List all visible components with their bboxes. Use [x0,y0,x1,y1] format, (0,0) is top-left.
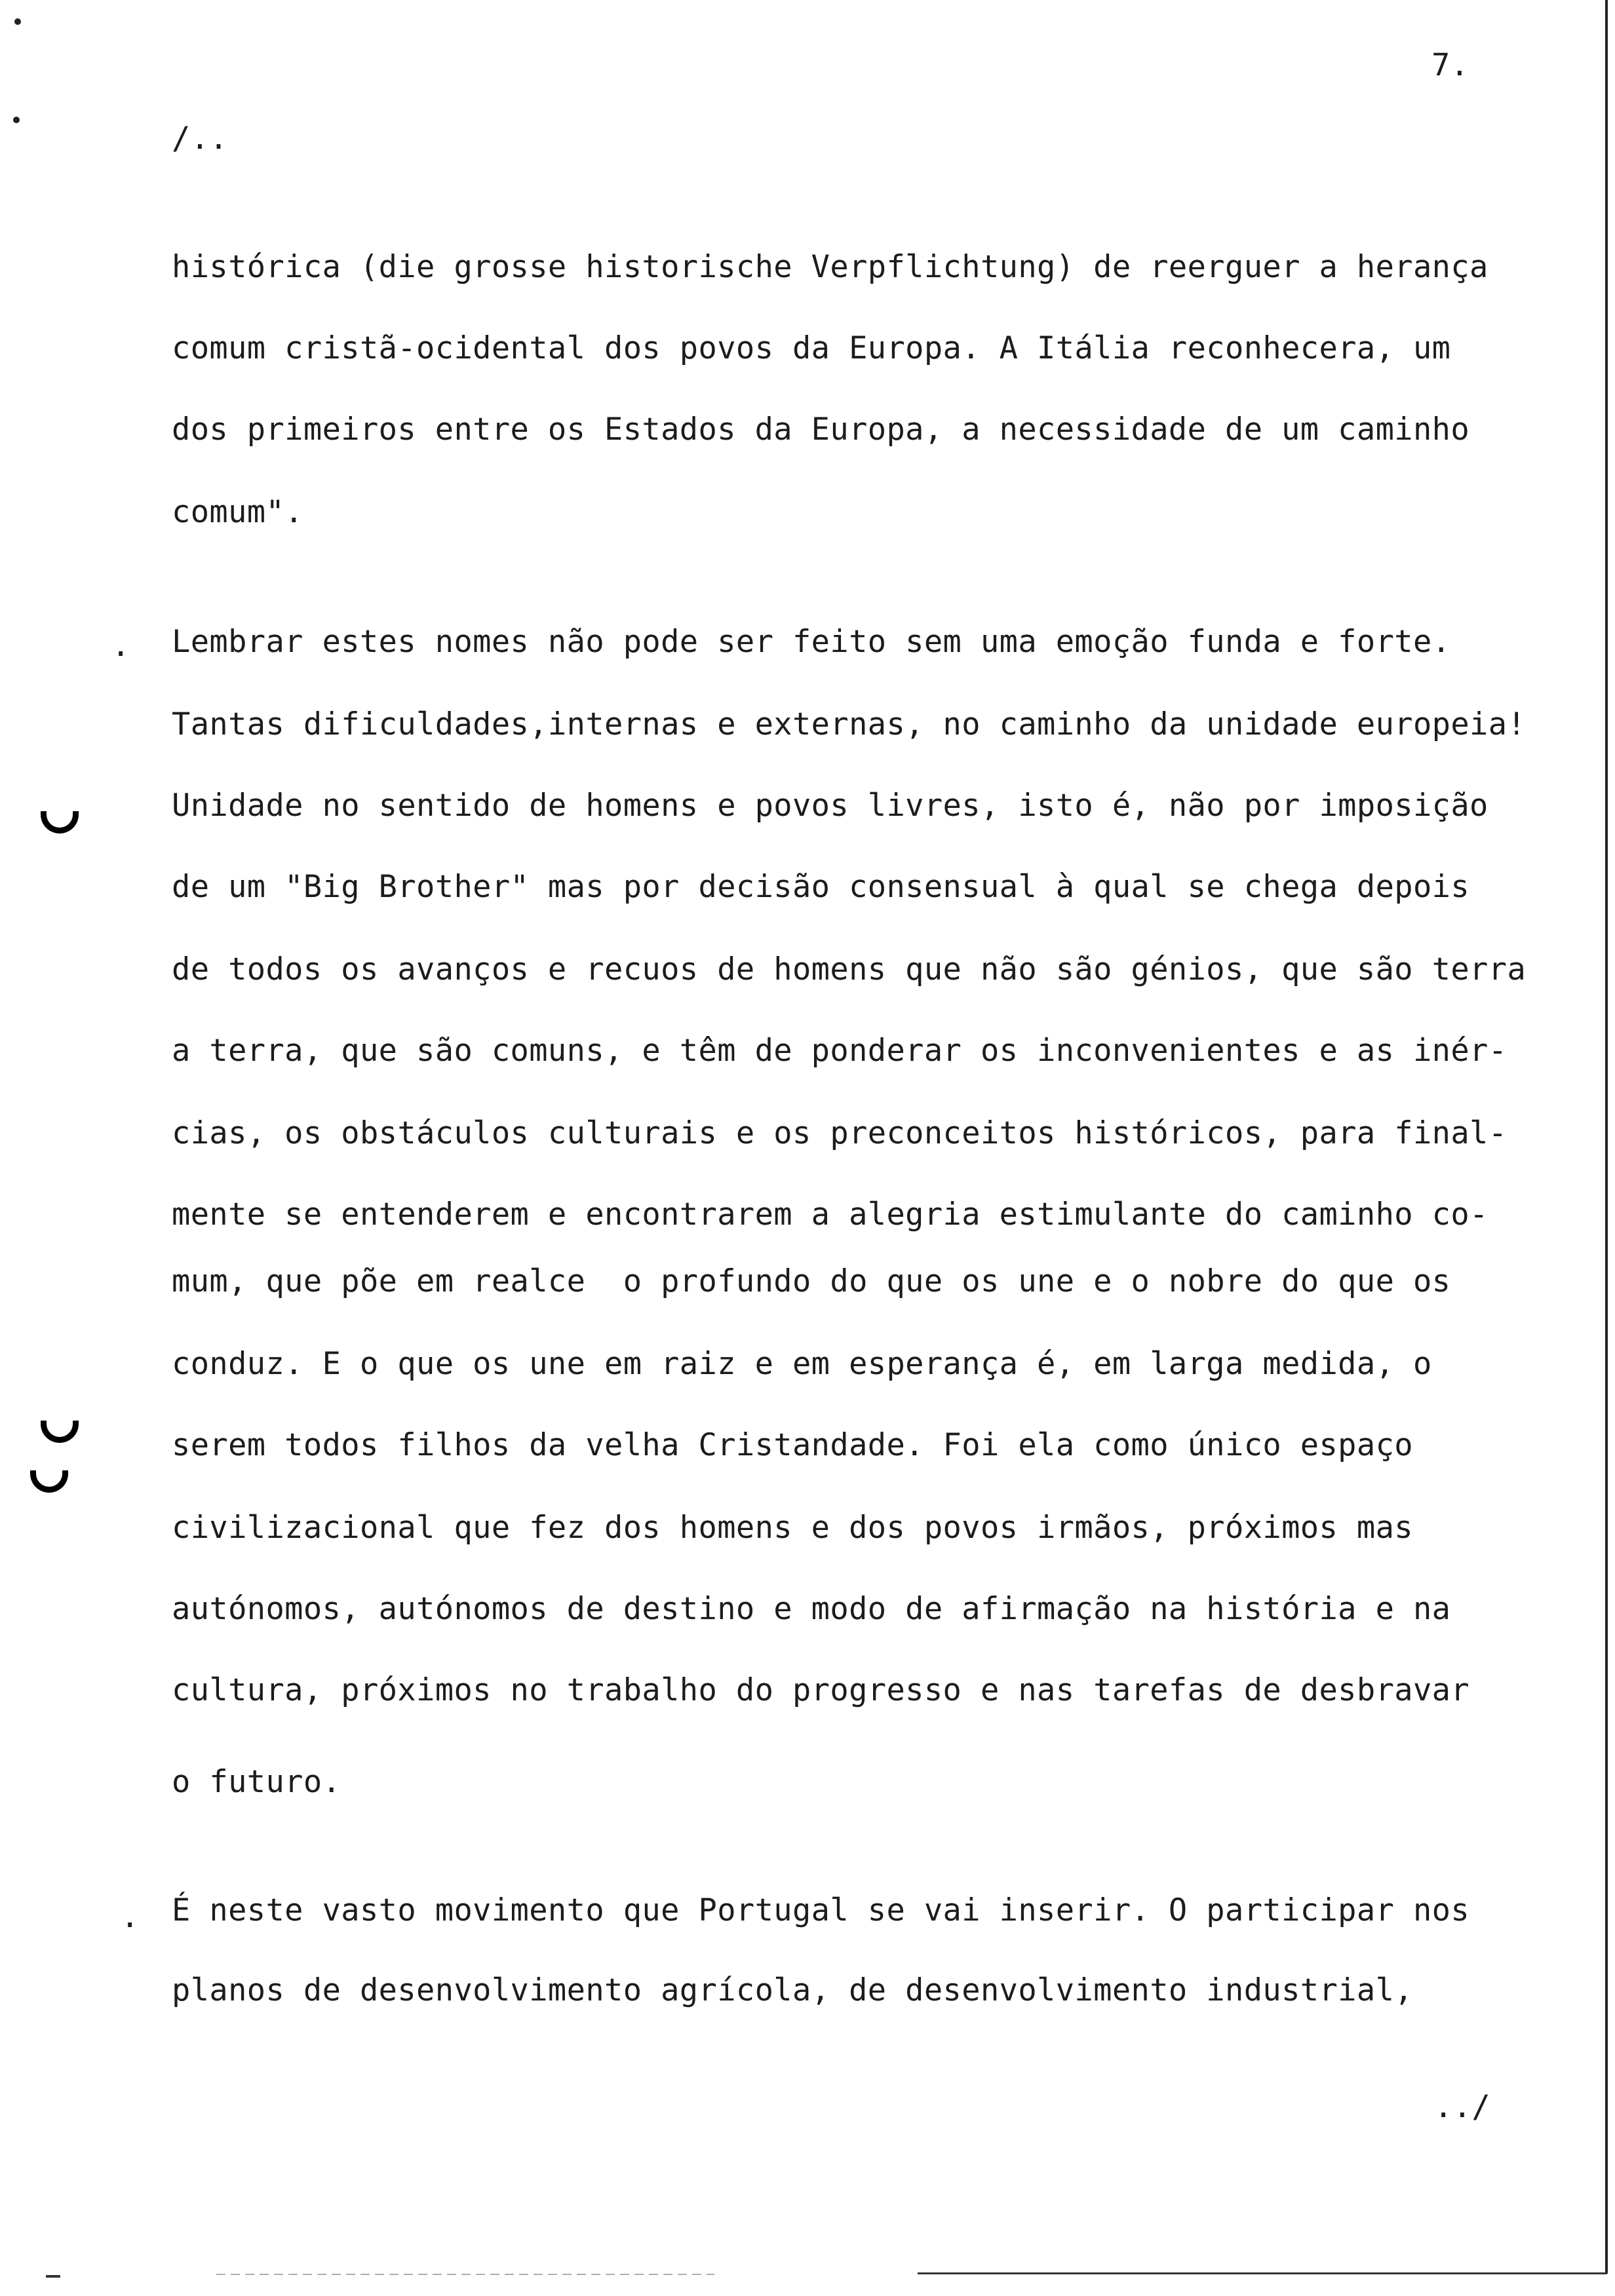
text-line: autónomos, autónomos de destino e modo de afirmação na história e na [172,1591,1451,1627]
margin-dot [13,117,20,123]
paragraph-bullet: . [111,628,130,664]
text-line: histórica (die grosse historische Verpflichtung) de reerguer a herança [172,249,1489,285]
text-line: mente se entenderem e encontrarem a alegria estimulante do caminho co- [172,1196,1489,1233]
margin-dot [14,18,21,25]
text-line: Unidade no sentido de homens e povos livres, isto é, não por imposição [172,788,1489,824]
text-line: serem todos filhos da velha Cristandade. Foi ela como único espaço [172,1427,1413,1463]
text-line: cias, os obstáculos culturais e os preconceitos históricos, para final- [172,1115,1508,1151]
punch-hole-mark [30,1470,68,1493]
text-line: de um "Big Brother" mas por decisão consensual à qual se chega depois [172,869,1470,905]
page-edge-line [1605,0,1608,2274]
text-line: planos de desenvolvimento agrícola, de desenvolvimento industrial, [172,1972,1413,2008]
punch-hole-mark [41,1421,79,1443]
continuation-marker-top: /.. [172,121,229,157]
text-line: Tantas dificuldades,internas e externas, no caminho da unidade europeia! [172,706,1527,742]
text-line: de todos os avanços e recuos de homens que não são génios, que são terra [172,951,1527,987]
continuation-marker-bottom: ../ [1434,2089,1491,2125]
punch-hole-mark [41,811,79,833]
text-line: comum cristã-ocidental dos povos da Europa. A Itália reconhecera, um [172,330,1451,366]
page-number: 7. [1431,47,1469,83]
text-line: dos primeiros entre os Estados da Europa, a necessidade de um caminho [172,411,1470,448]
text-line: cultura, próximos no trabalho do progresso e nas tarefas de desbravar [172,1672,1470,1708]
text-line: civilizacional que fez dos homens e dos povos irmãos, próximos mas [172,1510,1413,1546]
paragraph-bullet: . [121,1899,140,1935]
text-line: o futuro. [172,1764,341,1800]
text-line: conduz. E o que os une em raiz e em esperança é, em larga medida, o [172,1346,1432,1382]
text-line: mum, que põe em realce o profundo do que os une e o nobre do que os [172,1263,1451,1299]
corner-mark [46,2275,60,2278]
page-bottom-line [918,2272,1607,2274]
text-line: a terra, que são comuns, e têm de ponderar os inconvenientes e as inér- [172,1033,1508,1069]
scan-artifact-line [216,2274,714,2275]
text-line: Lembrar estes nomes não pode ser feito sem uma emoção funda e forte. [172,624,1451,660]
text-line: comum". [172,494,303,530]
text-line: É neste vasto movimento que Portugal se vai inserir. O participar nos [172,1892,1470,1928]
